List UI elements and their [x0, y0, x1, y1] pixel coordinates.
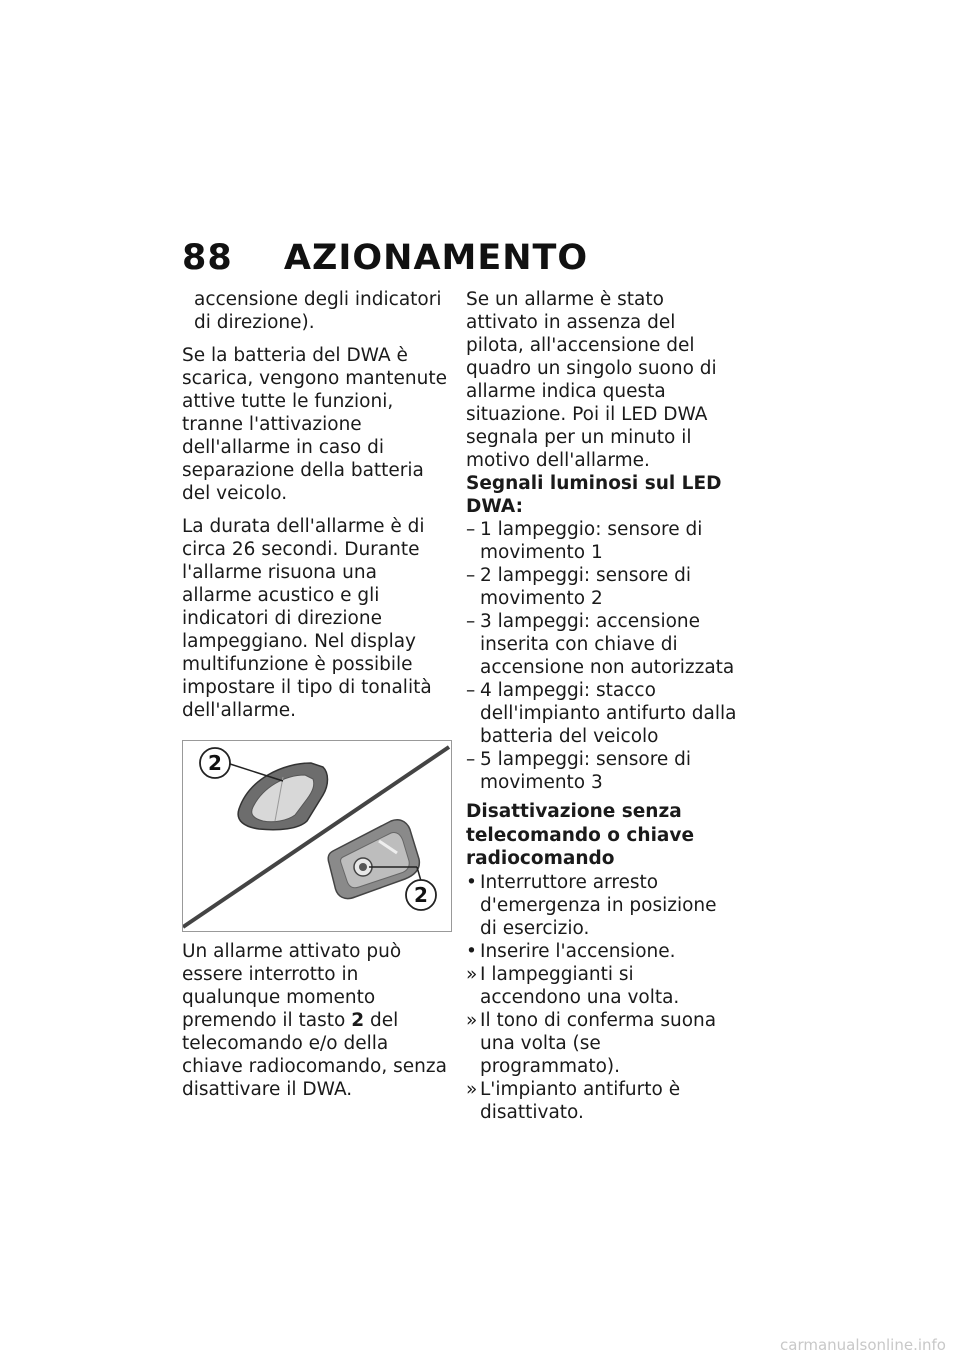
- list-item-text: I lampeggianti si accendono una volta.: [480, 963, 680, 1008]
- list-item-text: Interruttore arresto d'emergenza in posizione di esercizio.: [480, 871, 717, 939]
- dash-mark: –: [466, 749, 476, 770]
- key-reference: 2: [351, 1010, 365, 1031]
- list-item-text: 3 lampeggi: accensione inserita con chiave di accensione non autorizzata: [480, 611, 735, 678]
- list-item-text: 5 lampeggi: sensore di movimento 3: [480, 749, 692, 793]
- right-paragraph-0: Se un allarme è stato attivato in assenza del pilota, all'accensione del quadro un singolo suono di allarme indica questa situazione. Poi il LED DWA segnala per un minuto il motivo dell'allarme.: [466, 289, 717, 471]
- list-item: [466, 940, 738, 963]
- list-item: [466, 1009, 738, 1078]
- callout-label-bottom: 2: [414, 883, 428, 907]
- result-mark: »: [466, 1078, 478, 1100]
- led-signals-heading: Segnali luminosi sul LED DWA:: [466, 473, 722, 517]
- left-paragraph-2: La durata dell'allarme è di circa 26 secondi. Durante l'allarme risuona una allarme acustico e gli indicatori di direzione lampeggiano. Nel display multifunzione è possibile impostare il tipo di tonalità dell'allarme.: [182, 516, 432, 721]
- list-item: [466, 610, 738, 679]
- list-item: [466, 518, 738, 564]
- dash-mark: –: [466, 519, 476, 540]
- list-item: [466, 963, 738, 1009]
- section-title: AZIONAMENTO: [283, 238, 589, 278]
- deactivation-heading: Disattivazione senza telecomando o chiave radiocomando: [466, 801, 694, 869]
- paragraph-text-b: del telecomando e/o della chiave radiocomando, senza disattivare il DWA.: [182, 1010, 447, 1100]
- left-paragraph-3: [182, 940, 452, 1101]
- right-column: [466, 288, 738, 1124]
- result-mark: »: [466, 963, 478, 985]
- list-item: [466, 679, 738, 748]
- bullet-mark: •: [466, 871, 477, 893]
- list-item: [466, 748, 738, 794]
- dash-mark: –: [466, 611, 476, 632]
- page-number: 88: [182, 238, 233, 278]
- list-item: [466, 1078, 738, 1124]
- list-item-text: 4 lampeggi: stacco dell'impianto antifurto dalla batteria del veicolo: [480, 680, 737, 747]
- list-item-text: 1 lampeggio: sensore di movimento 1: [480, 519, 703, 563]
- page-header: [182, 238, 588, 278]
- left-paragraph-0: accensione degli indicatori di direzione).: [194, 289, 442, 333]
- list-item: [466, 871, 738, 940]
- watermark: carmanualsonline.info: [780, 1336, 946, 1354]
- key-fob-top: [238, 763, 327, 830]
- list-item-text: 2 lampeggi: sensore di movimento 2: [480, 565, 692, 609]
- list-item: [466, 564, 738, 610]
- list-item-text: Il tono di conferma suona una volta (se programmato).: [480, 1009, 717, 1077]
- key-fob-bottom: [328, 820, 419, 899]
- remote-key-figure: [182, 740, 452, 932]
- callout-label-top: 2: [208, 751, 222, 775]
- left-column: [182, 288, 452, 1111]
- led-signals-list: [466, 518, 738, 794]
- dash-mark: –: [466, 565, 476, 586]
- list-item-text: Inserire l'accensione.: [480, 940, 676, 962]
- remote-key-illustration: [183, 741, 451, 931]
- dash-mark: –: [466, 680, 476, 701]
- deactivation-steps: [466, 871, 738, 1124]
- list-item-text: L'impianto antifurto è disattivato.: [480, 1078, 681, 1123]
- bullet-mark: •: [466, 940, 477, 962]
- paragraph-text-a: Un allarme attivato può essere interrotto in qualunque momento premendo il tasto: [182, 941, 402, 1031]
- left-paragraph-1: Se la batteria del DWA è scarica, vengono mantenute attive tutte le funzioni, tranne l'attivazione dell'allarme in caso di separazione della batteria del veicolo.: [182, 345, 448, 504]
- result-mark: »: [466, 1009, 478, 1031]
